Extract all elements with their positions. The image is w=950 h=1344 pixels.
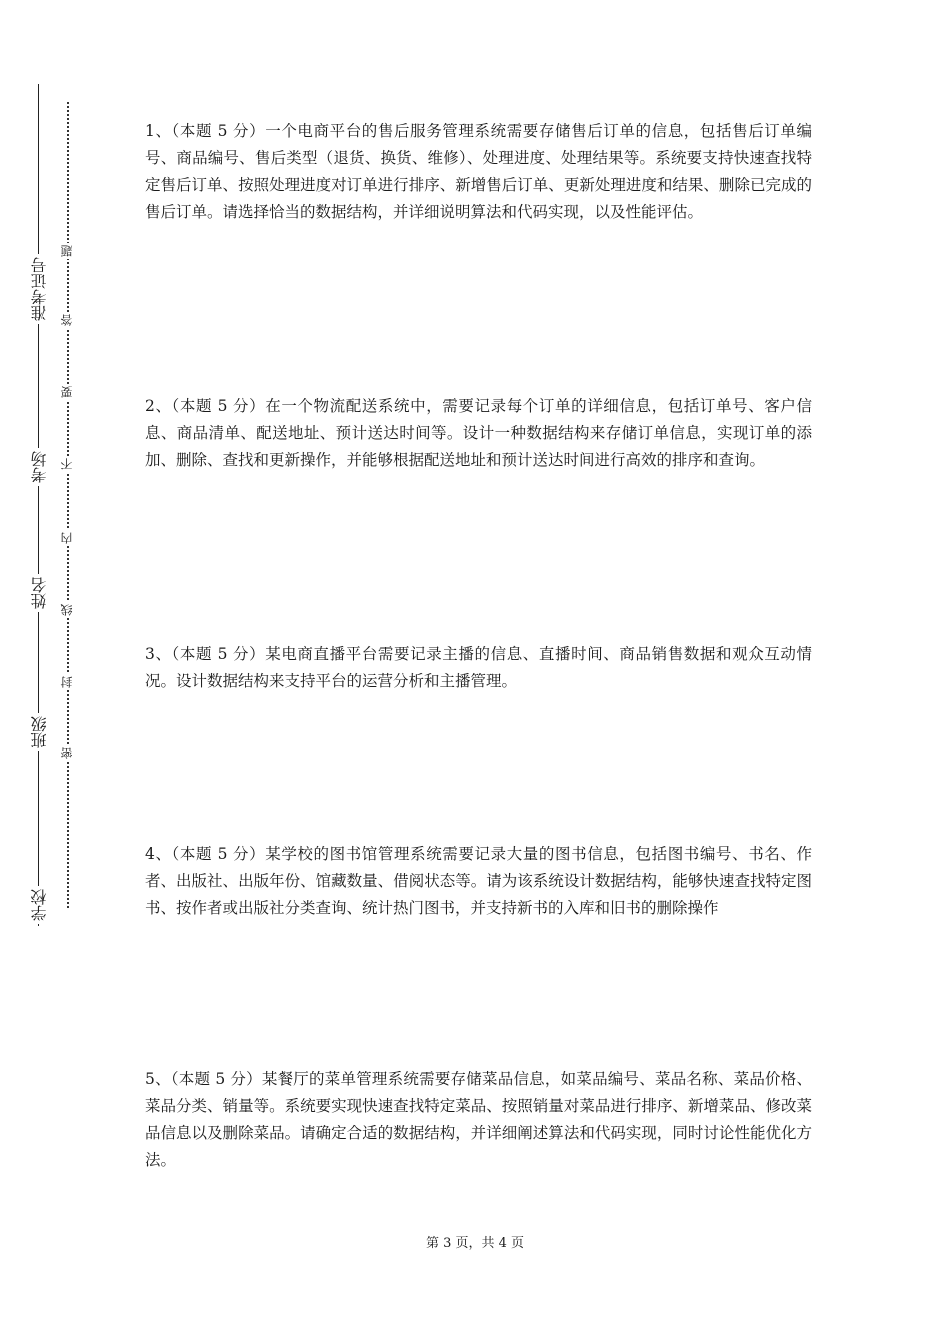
question-1: 1、（本题 5 分）一个电商平台的售后服务管理系统需要存储售后订单的信息，包括售后订单编号、商品编号、售后类型（退货、换货、维修）、处理进度、处理结果等。系统要支持快速查找特定售后订单、按照处理进度对订单进行排序、新增售后订单、更新处理进度和结果、删除已完成的售后订单。请选择恰当的数据结构，并详细说明算法和代码实现，以及性能评估。 <box>145 122 812 221</box>
seal-char: 要 <box>60 386 74 398</box>
school-label: 学校 <box>32 886 48 924</box>
ticket-number-label: 准考证号 <box>32 254 48 324</box>
seal-char: 封 <box>60 676 74 688</box>
question-4: 4、（本题 5 分）某学校的图书馆管理系统需要记录大量的图书信息，包括图书编号、书名、作者、出版社、出版年份、馆藏数量、借阅状态等。请为该系统设计数据结构，能够快速查找特定图书、按作者或出版社分类查询、统计热门图书，并支持新书的入库和旧书的删除操作 <box>145 845 812 917</box>
class-label: 班级 <box>32 713 48 751</box>
name-label: 姓名 <box>32 574 48 612</box>
seal-char: 答 <box>60 314 74 326</box>
seal-char: 密 <box>60 747 74 759</box>
seal-char: 不 <box>60 458 74 470</box>
exam-room-label: 考场 <box>32 448 48 486</box>
question-2: 2、（本题 5 分）在一个物流配送系统中，需要记录每个订单的详细信息，包括订单号、客户信息、商品清单、配送地址、预计送达时间等。设计一种数据结构来存储订单信息，实现订单的添加、删除、查找和更新操作，并能够根据配送地址和预计送达时间进行高效的排序和查询。 <box>145 397 812 469</box>
seal-char: 内 <box>60 532 74 544</box>
question-5: 5、（本题 5 分）某餐厅的菜单管理系统需要存储菜品信息，如菜品编号、菜品名称、菜品价格、菜品分类、销量等。系统要实现快速查找特定菜品、按照销量对菜品进行排序、新增菜品、修改菜品信息以及删除菜品。请确定合适的数据结构，并详细阐述算法和代码实现，同时讨论性能优化方法。 <box>145 1070 812 1169</box>
binding-solid-line <box>38 84 39 926</box>
seal-char: 线 <box>60 604 74 616</box>
seal-char: 题 <box>60 245 74 257</box>
page-number: 第 3 页，共 4 页 <box>425 1236 525 1251</box>
seal-dotted-line <box>67 102 69 908</box>
question-3: 3、（本题 5 分）某电商直播平台需要记录主播的信息、直播时间、商品销售数据和观众互动情况。设计数据结构来支持平台的运营分析和主播管理。 <box>145 645 812 690</box>
